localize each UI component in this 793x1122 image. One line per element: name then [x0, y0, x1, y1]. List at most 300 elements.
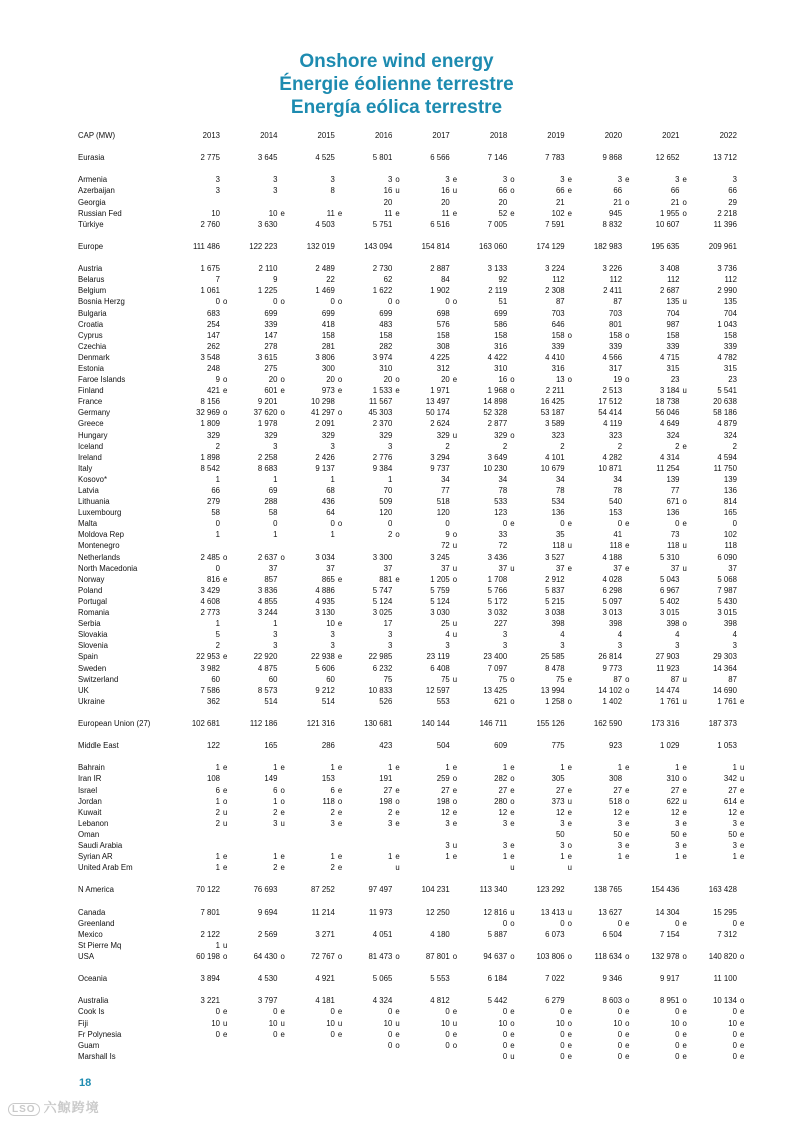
cell-value: 1 [215, 852, 220, 862]
cell-flag [220, 685, 235, 696]
cell-value: 6 967 [659, 585, 680, 595]
cell-value: 23 400 [483, 652, 508, 662]
header-year: 2018 [489, 131, 508, 140]
row-label: Bosnia Herzg [78, 297, 125, 307]
cell-flag [392, 463, 407, 474]
cell-flag: o [625, 685, 630, 695]
cell-value: 4 [560, 630, 565, 640]
cell-flag [507, 418, 522, 429]
cell-flag [680, 585, 695, 596]
cell-value: 37 [670, 563, 680, 573]
cell-flag [277, 773, 292, 784]
cell-value: 112 [667, 275, 680, 285]
table-row [78, 929, 752, 940]
cell-value: 37 [555, 563, 565, 573]
cell-flag [220, 418, 235, 429]
cell-flag: o [625, 674, 630, 684]
cell-flag [622, 973, 637, 984]
cell-flag: e [739, 1007, 745, 1017]
cell-flag [737, 485, 752, 496]
cell-flag [450, 396, 465, 407]
cell-flag [277, 418, 292, 429]
cell-value: 102 [723, 530, 737, 540]
cell-value: 3 [732, 641, 737, 651]
cell-flag [507, 396, 522, 407]
cell-flag [392, 319, 407, 330]
cell-value [293, 197, 335, 208]
cell-value [350, 840, 392, 851]
cell-flag: e [510, 208, 515, 218]
cell-value: 421 [206, 386, 220, 396]
cell-flag: e [452, 763, 458, 773]
cell-flag [737, 441, 752, 452]
cell-flag: e [223, 852, 228, 862]
cell-flag [450, 485, 465, 496]
cell-flag [507, 263, 522, 274]
cell-flag [680, 418, 695, 429]
cell-flag [450, 685, 465, 696]
row-label: Portugal [78, 596, 108, 606]
cell-flag [450, 241, 465, 252]
cell-flag: e [625, 829, 630, 839]
table-row [78, 785, 752, 796]
cell-flag: e [739, 829, 745, 839]
cell-flag [622, 308, 637, 319]
cell-value: 10 679 [540, 463, 565, 473]
cell-flag [335, 174, 350, 185]
spacer-row [78, 252, 752, 263]
cell-value: 3 [330, 175, 335, 185]
cell-value: 3 [215, 175, 220, 185]
cell-value: 2 990 [717, 286, 737, 296]
cell-flag [277, 263, 292, 274]
cell-flag [277, 518, 292, 529]
cell-value: 0 [215, 519, 220, 529]
cell-value [523, 862, 565, 873]
cell-flag [335, 696, 350, 707]
cell-flag [622, 507, 637, 518]
cell-value: 1 [732, 763, 737, 773]
cell-flag [680, 663, 695, 674]
cell-value: 6 232 [372, 663, 393, 673]
cell-flag [220, 219, 235, 230]
cell-flag: e [337, 652, 343, 662]
cell-value: 135 [723, 297, 737, 307]
header-year: 2021 [662, 131, 680, 140]
table-row [78, 973, 752, 984]
cell-flag [507, 152, 522, 163]
table-row [78, 518, 752, 529]
cell-flag [392, 197, 407, 208]
row-label: Germany [78, 408, 111, 418]
cell-value: 288 [264, 497, 278, 507]
cell-value [350, 540, 392, 551]
cell-flag: o [280, 552, 285, 562]
cell-flag: e [337, 852, 343, 862]
cell-value [178, 1040, 220, 1051]
cell-flag [565, 396, 580, 407]
cell-flag: e [567, 1007, 572, 1017]
cell-value: 11 750 [713, 463, 737, 473]
table-row [78, 296, 752, 307]
row-label: Malta [78, 519, 98, 529]
cell-flag [737, 585, 752, 596]
cell-value: 10 [383, 1018, 393, 1028]
cell-value: 2 218 [717, 208, 737, 218]
cell-flag [277, 663, 292, 674]
cell-value: 66 [498, 186, 508, 196]
cell-flag: e [739, 796, 745, 806]
cell-flag: o [567, 918, 572, 928]
cell-value: 3 [560, 841, 565, 850]
cell-flag: e [337, 1007, 343, 1017]
cell-flag [737, 862, 752, 873]
row-label: Bulgaria [78, 308, 107, 318]
cell-flag [450, 740, 465, 751]
cell-value [695, 862, 737, 873]
cell-flag [335, 496, 350, 507]
cell-value: 3 [502, 630, 508, 640]
table-row [78, 574, 752, 585]
cell-flag [335, 308, 350, 319]
cell-flag [507, 973, 522, 984]
cell-flag [622, 596, 637, 607]
cell-flag [737, 418, 752, 429]
cell-flag [565, 585, 580, 596]
cell-flag: e [337, 574, 343, 584]
cell-flag: e [510, 818, 515, 828]
cell-flag [680, 452, 695, 463]
cell-flag [680, 241, 695, 252]
cell-value: 75 [383, 674, 393, 684]
cell-value: 2 [273, 863, 278, 873]
cell-value: 22 938 [311, 652, 335, 662]
cell-flag [680, 629, 695, 640]
cell-flag [565, 973, 580, 984]
cell-value: 0 [330, 297, 335, 307]
cell-flag [622, 474, 637, 485]
cell-flag: o [682, 497, 687, 507]
cell-flag [450, 940, 465, 951]
cell-value: 3 271 [315, 929, 335, 939]
cell-value: 118 [667, 541, 680, 551]
cell-flag [565, 740, 580, 751]
cell-flag: e [223, 763, 228, 773]
cell-value: 2 [445, 441, 450, 451]
header-spacer [737, 130, 752, 141]
cell-flag [565, 474, 580, 485]
cell-flag: u [567, 907, 572, 917]
cell-value: 7 591 [545, 219, 565, 229]
row-label: Cyprus [78, 330, 103, 340]
cell-flag [507, 485, 522, 496]
cell-flag [392, 274, 407, 285]
cell-value: 436 [321, 497, 335, 507]
cell-value: 248 [206, 363, 220, 373]
cell-flag [507, 540, 522, 551]
cell-value: 3 [560, 818, 565, 828]
cell-value: 12 597 [425, 685, 450, 695]
cell-flag: e [223, 386, 228, 396]
cell-flag [220, 430, 235, 441]
table-row [78, 696, 752, 707]
cell-value: 3 130 [315, 608, 335, 618]
cell-flag [335, 607, 350, 618]
cell-flag [565, 607, 580, 618]
cell-flag [220, 474, 235, 485]
cell-flag [335, 352, 350, 363]
cell-value: 0 [732, 1029, 737, 1039]
cell-value: 4 051 [372, 929, 393, 939]
cell-flag [737, 718, 752, 729]
cell-value: 9 694 [257, 907, 278, 917]
cell-value: 66 [728, 186, 737, 196]
cell-value: 14 364 [713, 663, 737, 673]
cell-flag [450, 474, 465, 485]
cell-flag [507, 685, 522, 696]
row-label: Georgia [78, 197, 106, 207]
table-row [78, 918, 752, 929]
cell-flag [507, 929, 522, 940]
cell-flag: e [567, 519, 572, 529]
row-label: Italy [78, 463, 93, 473]
cell-value: 158 [609, 330, 623, 340]
cell-value: 14 690 [713, 685, 737, 695]
cell-value: 112 [609, 275, 623, 285]
table-row [78, 363, 752, 374]
cell-value: 646 [551, 319, 565, 329]
cell-value: 29 [728, 197, 737, 207]
cell-flag [680, 363, 695, 374]
row-label: Hungary [78, 430, 108, 440]
cell-value: 13 712 [713, 153, 737, 163]
cell-flag [737, 685, 752, 696]
cell-value: 281 [321, 341, 335, 351]
cell-value: 1 971 [430, 386, 450, 396]
row-label: Kosovo* [78, 474, 108, 484]
cell-flag [277, 241, 292, 252]
cell-flag [277, 840, 292, 851]
cell-value: 26 814 [598, 652, 623, 662]
cell-flag [737, 330, 752, 341]
cell-value: 12 [441, 807, 450, 817]
cell-flag [622, 385, 637, 396]
cell-value: 4 608 [200, 596, 220, 606]
cell-flag: e [452, 807, 458, 817]
table-header-row [78, 130, 752, 141]
cell-value: 20 [383, 375, 393, 385]
cell-value: 25 [441, 619, 450, 629]
cell-value: 10 [498, 1018, 508, 1028]
row-label: Moldova Rep [78, 530, 124, 540]
cell-flag [507, 219, 522, 230]
cell-value: 64 [326, 508, 335, 518]
cell-value: 1 902 [430, 286, 450, 296]
cell-flag: e [739, 918, 745, 928]
cell-value: 27 [728, 785, 737, 795]
cell-value: 9 346 [602, 974, 623, 984]
cell-value: 66 [555, 186, 565, 196]
cell-value [293, 540, 335, 551]
row-label: Romania [78, 608, 110, 618]
cell-flag [450, 918, 465, 929]
cell-value: 1 [215, 863, 220, 873]
cell-value: 1 675 [200, 264, 220, 274]
cell-flag [680, 285, 695, 296]
cell-flag [392, 219, 407, 230]
cell-value: 514 [264, 696, 278, 706]
cell-value: 1 [330, 763, 335, 773]
cell-value: 0 [617, 918, 623, 928]
header-spacer [507, 130, 522, 141]
cell-value: 0 [330, 519, 335, 529]
cell-value: 614 [723, 796, 737, 806]
cell-flag [220, 197, 235, 208]
cell-value: 4 530 [257, 974, 278, 984]
cell-flag [507, 651, 522, 662]
cell-value: 2 877 [487, 419, 508, 429]
cell-flag: e [395, 574, 400, 584]
cell-flag: e [510, 1029, 515, 1039]
cell-value: 398 [551, 619, 565, 629]
cell-flag [277, 496, 292, 507]
table-row [78, 496, 752, 507]
table-row [78, 1018, 752, 1029]
page-number: 18 [79, 1077, 92, 1089]
cell-flag [737, 263, 752, 274]
cell-flag: o [452, 297, 458, 307]
cell-flag [737, 540, 752, 551]
cell-value: 122 223 [249, 241, 278, 251]
cell-value: 75 [498, 674, 508, 684]
cell-flag [680, 330, 695, 341]
cell-flag [680, 463, 695, 474]
cell-value: 1 [330, 474, 335, 484]
cell-value: 162 590 [593, 718, 623, 728]
cell-value: 70 122 [196, 885, 220, 895]
cell-flag [622, 618, 637, 629]
cell-flag [565, 363, 580, 374]
cell-flag: e [223, 863, 228, 873]
cell-flag: o [452, 951, 458, 961]
cell-value: 1 761 [659, 696, 680, 706]
cell-flag: e [395, 818, 400, 828]
cell-value: 0 [215, 563, 220, 573]
cell-flag: o [337, 951, 343, 961]
spacer-row [78, 230, 752, 241]
cell-flag [737, 430, 752, 441]
cell-flag [450, 274, 465, 285]
row-label: Canada [78, 907, 106, 917]
cell-flag: o [395, 796, 400, 806]
cell-value: 3 [502, 641, 508, 651]
cell-flag [680, 474, 695, 485]
cell-value: 11 [326, 208, 335, 218]
cell-flag: o [280, 408, 285, 418]
cell-flag [392, 496, 407, 507]
cell-flag: e [739, 841, 745, 850]
cell-value: 103 806 [536, 951, 565, 961]
cell-flag [680, 929, 695, 940]
cell-flag: e [280, 208, 285, 218]
cell-flag [622, 352, 637, 363]
cell-value: 13 425 [483, 685, 508, 695]
cell-flag [220, 596, 235, 607]
table-row [78, 629, 752, 640]
cell-value: 66 [670, 186, 680, 196]
cell-flag [680, 552, 695, 563]
cell-value: 37 [383, 563, 393, 573]
cell-value: 1 708 [487, 574, 508, 584]
cell-value: 3 429 [200, 585, 220, 595]
cell-flag: e [625, 1051, 630, 1061]
cell-flag [277, 940, 292, 951]
header-spacer [680, 130, 695, 141]
cell-flag [565, 718, 580, 729]
cell-flag: o [510, 796, 515, 806]
cell-flag: e [739, 818, 745, 828]
cell-flag [737, 452, 752, 463]
cell-value: 3 436 [487, 552, 508, 562]
cell-flag [220, 529, 235, 540]
cell-value: 857 [264, 574, 278, 584]
cell-value [293, 829, 335, 840]
cell-flag: o [625, 1018, 630, 1028]
cell-value: 254 [206, 319, 220, 329]
cell-value: 15 295 [713, 907, 737, 917]
cell-flag [680, 274, 695, 285]
cell-value: 3 [215, 186, 220, 196]
cell-value: 87 [613, 674, 623, 684]
cell-flag [277, 973, 292, 984]
cell-value: 5 068 [717, 574, 737, 584]
cell-value: 1 [330, 530, 335, 540]
cell-value: 14 304 [655, 907, 680, 917]
table-row [78, 208, 752, 219]
cell-flag [450, 585, 465, 596]
cell-flag [220, 563, 235, 574]
cell-flag: u [280, 1018, 285, 1028]
row-label: Spain [78, 652, 98, 662]
cell-value: 7 987 [717, 585, 737, 595]
cell-value: 6 184 [487, 974, 508, 984]
cell-flag [622, 640, 637, 651]
cell-value: 10 [728, 1018, 737, 1028]
cell-flag: e [337, 1029, 343, 1039]
watermark-logo: LSO [8, 1103, 40, 1116]
cell-flag [507, 319, 522, 330]
cell-flag: e [625, 519, 630, 529]
cell-value: 165 [264, 741, 278, 751]
cell-flag: e [682, 841, 687, 850]
row-label: Cook Is [78, 1007, 105, 1017]
cell-value: 118 [552, 541, 565, 551]
cell-flag [565, 507, 580, 518]
cell-value: 10 [670, 1018, 680, 1028]
cell-flag [565, 452, 580, 463]
cell-value [178, 829, 220, 840]
cell-value: 70 [383, 486, 393, 495]
cell-value: 310 [379, 363, 393, 373]
cell-value: 324 [666, 430, 680, 440]
cell-value: 102 681 [191, 718, 220, 728]
cell-value: 6 [273, 785, 278, 795]
cell-value: 0 [617, 1029, 623, 1039]
cell-value: 165 [723, 508, 737, 518]
spacer-row [78, 729, 752, 740]
cell-flag: e [452, 1007, 458, 1017]
cell-flag [392, 629, 407, 640]
